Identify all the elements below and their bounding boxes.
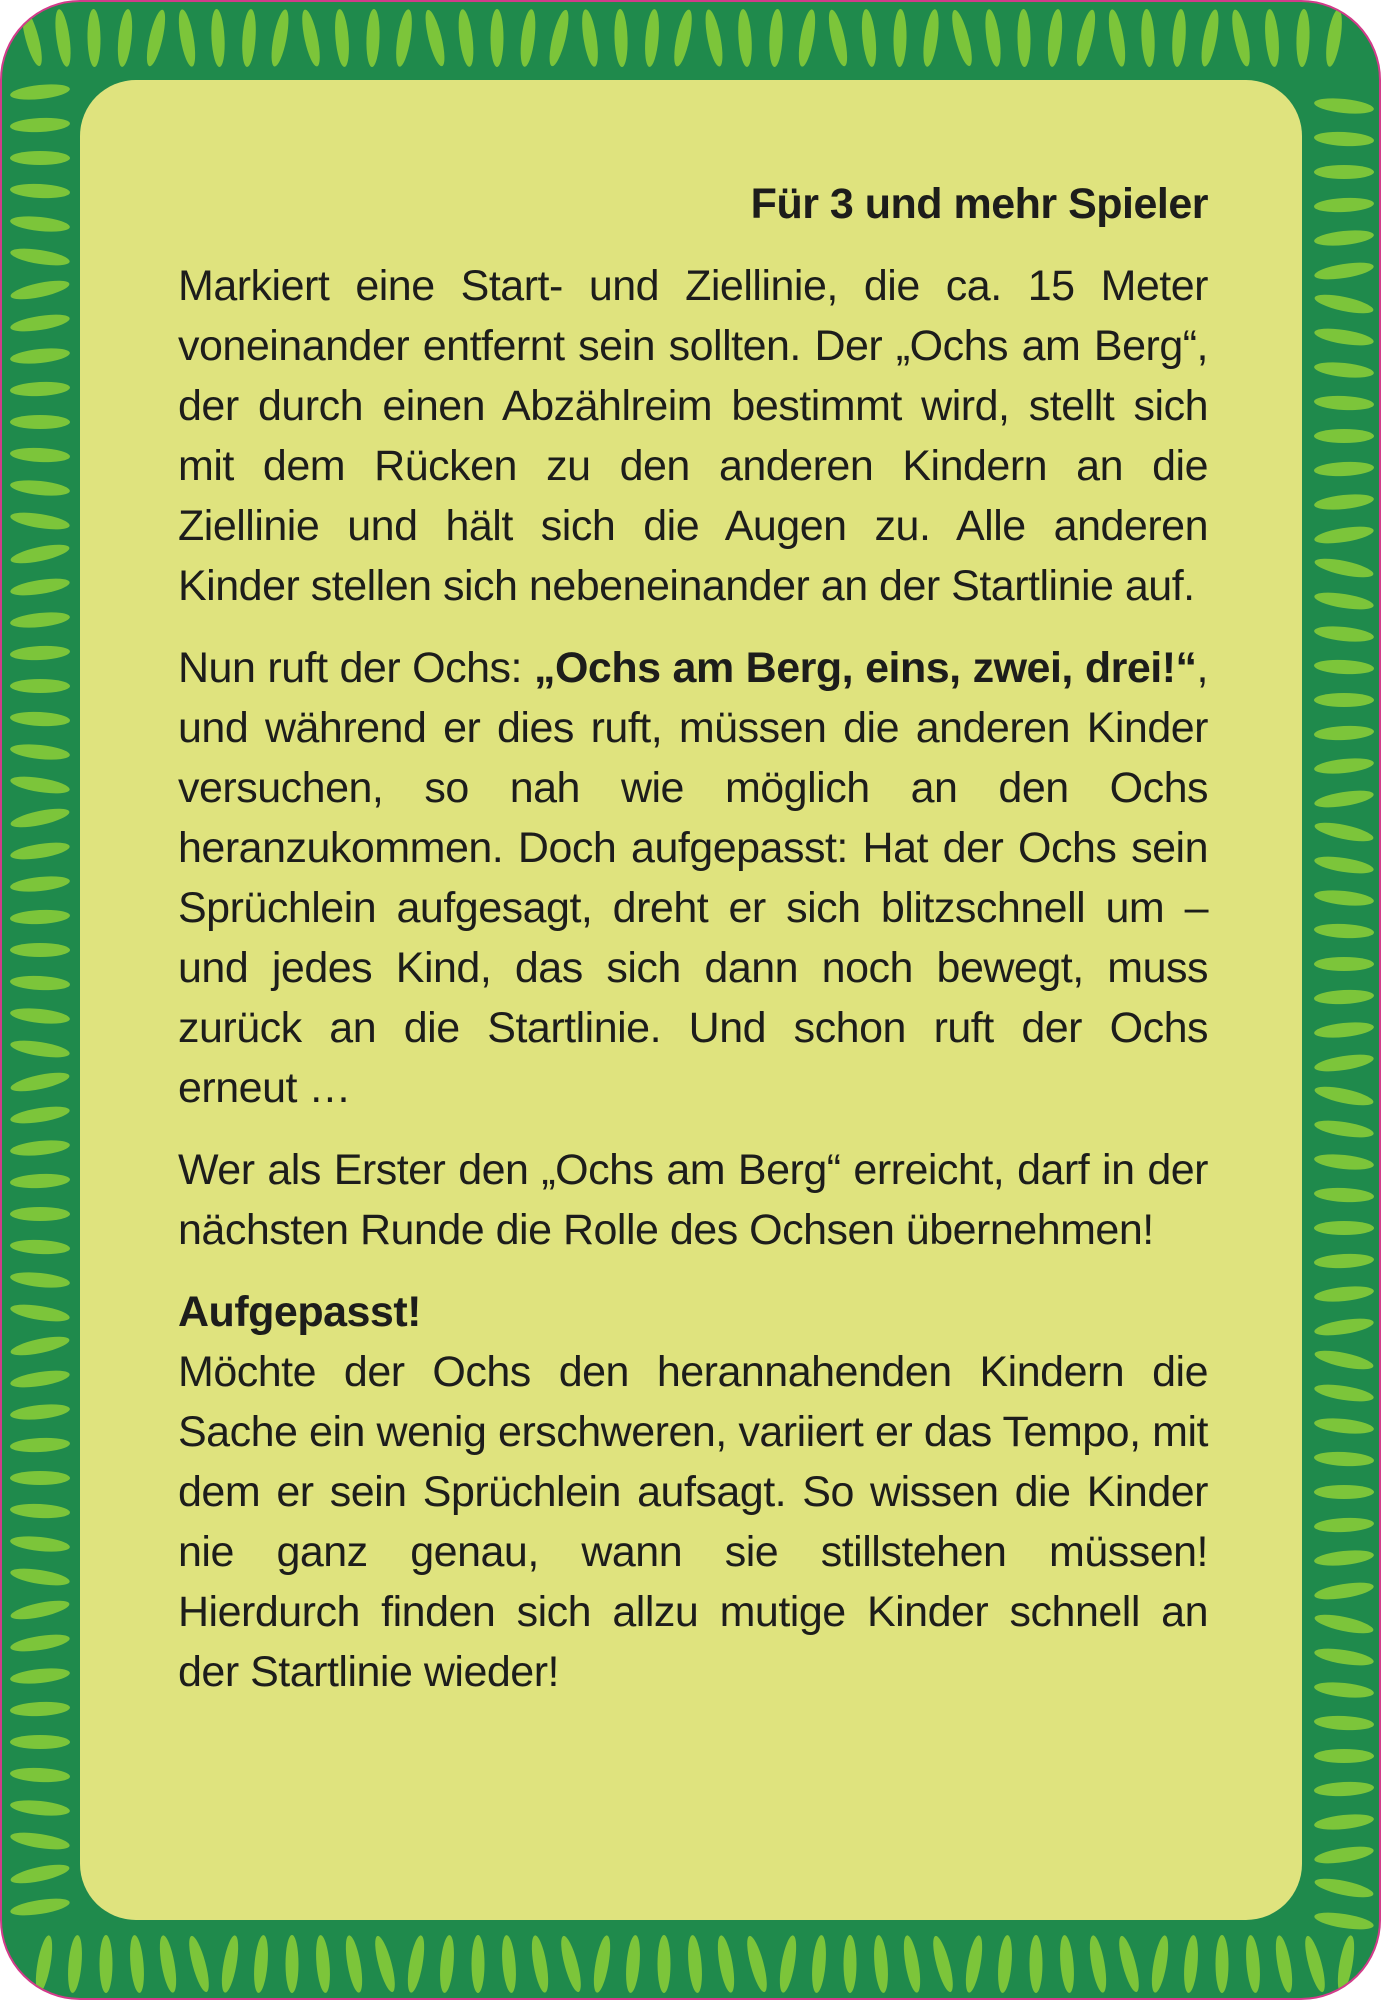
leaf-stroke: [9, 478, 70, 498]
gameplay-paragraph: [178, 638, 1208, 1118]
leaf-stroke: [9, 509, 70, 532]
leaf-stroke: [743, 1934, 771, 1993]
leaf-stroke: [9, 1798, 70, 1818]
leaf-stroke: [1314, 394, 1375, 411]
leaf-stroke: [921, 8, 942, 67]
leaf-stroke: [9, 277, 71, 303]
leaf-stroke: [1313, 787, 1374, 810]
leaf-stroke: [9, 773, 70, 796]
leaf-stroke: [10, 1700, 71, 1717]
leaf-stroke: [1313, 756, 1374, 776]
leaf-stroke: [9, 346, 70, 366]
leaf-stroke: [860, 8, 879, 67]
leaf-stroke: [9, 214, 70, 234]
leaf-stroke: [333, 9, 351, 68]
leaf-stroke: [1313, 1347, 1375, 1373]
leaf-stroke: [9, 1270, 70, 1290]
leaf-stroke: [1314, 1221, 1374, 1235]
leaf-stroke: [1313, 853, 1374, 876]
leaf-stroke: [9, 1006, 70, 1026]
leaf-stroke: [10, 380, 71, 397]
leaf-stroke: [1313, 360, 1374, 380]
leaf-stroke: [10, 1471, 70, 1485]
leaf-stroke: [10, 1766, 71, 1783]
leaf-stroke: [9, 1534, 70, 1554]
leaf-stroke: [983, 8, 1004, 67]
leaf-stroke: [948, 8, 976, 67]
leaf-stroke: [10, 116, 71, 133]
leaf-stroke: [1216, 1935, 1229, 1993]
leaf-stroke: [1017, 9, 1031, 67]
leaf-stroke: [1058, 1935, 1076, 1994]
leaf-stroke: [10, 1502, 71, 1519]
leaf-stroke: [1313, 624, 1374, 644]
leaf-stroke: [1046, 8, 1065, 67]
leaf-stroke: [252, 1935, 270, 1994]
leaf-stroke: [9, 1829, 70, 1852]
leaf-stroke: [405, 1934, 428, 1993]
leaf-stroke: [87, 9, 101, 67]
leaf-stroke: [9, 82, 70, 102]
leaf-stroke: [9, 1895, 70, 1918]
leaf-stroke: [1263, 9, 1281, 68]
leaf-stroke: [10, 151, 70, 165]
setup-paragraph: Markiert eine Start- und Ziellinie, die ca. 15 Meter voneinander entfernt sein sollten. Der „Ochs am Berg“, der durch einen Abzählreim bestimmt wird, stellt sich mit dem Rücken zu den anderen Kindern an die Ziellinie und hält sich die Augen zu. Alle anderen Kinder stellen sich nebeneinander an der Startlinie auf.: [178, 262, 1208, 610]
leaf-stroke: [1182, 1935, 1200, 1994]
leaf-stroke: [53, 8, 74, 67]
leaf-stroke: [1314, 130, 1375, 147]
instructions-text: [178, 174, 1208, 1724]
leaf-stroke: [491, 9, 504, 67]
leaf-stroke: [1313, 291, 1375, 317]
leaf-stroke: [1244, 1935, 1262, 1994]
leaf-stroke: [314, 1935, 332, 1994]
leaf-stroke: [1314, 1749, 1374, 1763]
leaf-stroke: [671, 8, 696, 67]
leaf-stroke: [10, 1436, 71, 1453]
tip-paragraph: Möchte der Ochs den herannahenden Kindern die Sache ein wenig erschweren, variiert er das Tempo, mit dem er sein Sprüchlein aufsagt. So wissen die Kinder nie ganz genau, wann sie stillstehen müssen! Hierdurch finden sich allzu mutige Kinder schnell an der Startlinie wieder!: [178, 1348, 1208, 1696]
leaf-stroke: [796, 8, 819, 67]
leaf-stroke: [643, 9, 661, 68]
leaf-stroke: [286, 1935, 299, 1993]
leaf-stroke: [9, 1333, 71, 1359]
leaf-stroke: [702, 8, 726, 67]
leaf-stroke: [1106, 8, 1129, 67]
leaf-stroke: [219, 1934, 242, 1993]
leaf-stroke: [10, 446, 71, 463]
leaf-stroke: [1314, 1186, 1375, 1203]
leaf-stroke: [1313, 1284, 1374, 1304]
leaf-stroke: [371, 1934, 399, 1993]
leaf-stroke: [1313, 1381, 1374, 1404]
leaf-stroke: [10, 644, 71, 661]
leaf-stroke: [1314, 957, 1374, 971]
leaf-stroke: [9, 1138, 70, 1158]
leaf-stroke: [268, 8, 292, 67]
leaf-stroke: [1313, 523, 1374, 546]
leaf-stroke: [1313, 888, 1374, 908]
leaf-stroke: [10, 974, 71, 991]
leaf-stroke: [9, 1402, 70, 1422]
leaf-stroke: [33, 1934, 56, 1993]
leaf-stroke: [1313, 819, 1375, 845]
leaf-stroke: [1314, 165, 1374, 179]
leaf-stroke: [116, 8, 135, 67]
leaf-stroke: [1313, 1680, 1374, 1700]
leaf-stroke: [1313, 1152, 1374, 1172]
leaf-stroke: [9, 575, 70, 598]
leaf-stroke: [66, 1935, 84, 1994]
leaf-stroke: [579, 8, 601, 67]
leaf-stroke: [1314, 1516, 1375, 1533]
leaf-stroke: [1314, 1780, 1375, 1797]
leaf-stroke: [9, 245, 70, 268]
leaf-stroke: [1313, 1548, 1374, 1568]
leaf-stroke: [9, 541, 71, 567]
leaf-stroke: [1314, 988, 1375, 1005]
leaf-stroke: [1313, 1645, 1374, 1668]
leaf-stroke: [9, 311, 70, 334]
leaf-stroke: [9, 1861, 71, 1887]
leaf-stroke: [1313, 1051, 1374, 1074]
leaf-stroke: [1314, 1252, 1375, 1269]
leaf-stroke: [893, 9, 907, 67]
leaf-stroke: [1314, 922, 1375, 939]
player-count-heading: Für 3 und mehr Spieler: [750, 180, 1208, 228]
leaf-stroke: [10, 182, 71, 199]
leaf-stroke: [128, 1935, 146, 1994]
leaf-stroke: [10, 908, 71, 925]
leaf-stroke: [9, 1666, 70, 1686]
leaf-stroke: [456, 8, 476, 67]
gameplay-rest: , und während er dies ruft, müssen die anderen Kinder versuchen, so nah wie möglich an den Ochs heranzukommen. Doch aufgepasst: Hat der Ochs sein Sprüchlein aufgesagt, dreht er sich blitzschnell um – und jedes Kind, das sich dann noch bewegt, muss zurück an die Startlinie. Und schon ruft der Ochs erneut …: [178, 644, 1208, 1112]
leaf-stroke: [157, 1934, 180, 1993]
leaf-stroke: [1314, 658, 1375, 675]
leaf-stroke: [18, 8, 46, 67]
leaf-stroke: [143, 8, 169, 67]
leaf-stroke: [1314, 1714, 1375, 1731]
leaf-stroke: [1314, 196, 1375, 213]
leaf-stroke: [9, 1597, 71, 1623]
ochs-call: „Ochs am Berg, eins, zwei, drei!“: [533, 644, 1197, 692]
leaf-stroke: [9, 1301, 70, 1324]
gameplay-intro: Nun ruft der Ochs:: [178, 644, 534, 692]
leaf-stroke: [1198, 8, 1222, 67]
leaf-stroke: [1149, 1934, 1172, 1993]
leaf-stroke: [1313, 555, 1375, 581]
leaf-stroke: [1323, 8, 1345, 67]
leaf-stroke: [1313, 1611, 1375, 1637]
leaf-stroke: [9, 610, 70, 630]
leaf-stroke: [365, 9, 380, 67]
leaf-stroke: [10, 710, 71, 727]
leaf-stroke: [1313, 1020, 1374, 1040]
leaf-stroke: [1335, 1934, 1358, 1993]
leaf-stroke: [1229, 8, 1254, 67]
leaf-stroke: [10, 1735, 70, 1749]
leaf-stroke: [9, 805, 71, 831]
leaf-stroke: [613, 9, 628, 67]
leaf-stroke: [1115, 1934, 1143, 1993]
leaf-stroke: [240, 9, 257, 68]
leaf-stroke: [176, 8, 199, 67]
winner-paragraph: Wer als Erster den „Ochs am Berg“ erreicht, darf in der nächsten Runde die Rolle des Ochsen übernehmen!: [178, 1146, 1208, 1254]
leaf-stroke: [1314, 1450, 1375, 1467]
leaf-stroke: [9, 1037, 70, 1060]
leaf-stroke: [1313, 589, 1374, 612]
leaf-stroke: [1314, 460, 1375, 477]
leaf-stroke: [1273, 1934, 1296, 1993]
leaf-stroke: [825, 8, 851, 67]
leaf-stroke: [1313, 1083, 1375, 1109]
leaf-stroke: [1087, 1934, 1110, 1993]
leaf-stroke: [393, 8, 415, 67]
leaf-stroke: [1313, 325, 1374, 348]
leaf-stroke: [1313, 1843, 1374, 1866]
leaf-stroke: [422, 8, 449, 67]
leaf-stroke: [872, 1935, 890, 1994]
leaf-stroke: [1140, 9, 1156, 68]
leaf-stroke: [472, 1935, 485, 1993]
leaf-stroke: [1313, 259, 1374, 282]
leaf-stroke: [736, 9, 753, 68]
leaf-stroke: [9, 1367, 70, 1390]
leaf-stroke: [518, 8, 538, 67]
leaf-stroke: [768, 9, 784, 68]
leaf-stroke: [963, 1934, 986, 1993]
leaf-stroke: [10, 1172, 71, 1189]
leaf-stroke: [1313, 1579, 1374, 1602]
leaf-stroke: [1301, 1934, 1329, 1993]
leaf-stroke: [658, 1935, 671, 1993]
leaf-stroke: [777, 1934, 800, 1993]
leaf-stroke: [1313, 1315, 1374, 1338]
leaf-stroke: [9, 1631, 70, 1654]
leaf-stroke: [1314, 693, 1374, 707]
leaf-stroke: [591, 1934, 614, 1993]
leaf-stroke: [10, 943, 70, 957]
leaf-stroke: [1313, 1416, 1374, 1436]
leaf-stroke: [9, 1103, 70, 1126]
leaf-stroke: [299, 8, 324, 67]
leaf-stroke: [1313, 492, 1374, 512]
leaf-stroke: [624, 1935, 642, 1994]
leaf-stroke: [1313, 1117, 1374, 1140]
leaf-stroke: [529, 1934, 552, 1993]
leaf-stroke: [210, 9, 226, 68]
leaf-stroke: [9, 1069, 71, 1095]
leaf-stroke: [715, 1934, 738, 1993]
leaf-stroke: [546, 8, 573, 67]
leaf-stroke: [901, 1934, 924, 1993]
leaf-stroke: [9, 742, 70, 762]
leaf-stroke: [1030, 1935, 1043, 1993]
leaf-stroke: [1313, 96, 1374, 116]
leaf-stroke: [1073, 8, 1099, 67]
leaf-stroke: [1314, 1485, 1374, 1499]
leaf-stroke: [1314, 724, 1375, 741]
leaf-stroke: [1314, 429, 1374, 443]
leaf-stroke: [1313, 1812, 1374, 1832]
leaf-stroke: [929, 1934, 957, 1993]
leaf-stroke: [844, 1935, 857, 1993]
leaf-stroke: [996, 1935, 1014, 1994]
leaf-stroke: [9, 874, 70, 894]
leaf-stroke: [343, 1934, 366, 1993]
leaf-stroke: [185, 1934, 213, 1993]
leaf-stroke: [1295, 9, 1310, 67]
leaf-stroke: [1313, 1875, 1375, 1901]
leaf-stroke: [100, 1935, 113, 1993]
leaf-stroke: [1313, 1909, 1374, 1932]
leaf-stroke: [9, 1565, 70, 1588]
leaf-stroke: [10, 679, 70, 693]
leaf-stroke: [500, 1935, 518, 1994]
leaf-stroke: [10, 1207, 70, 1221]
tip-heading: Aufgepasst!: [178, 1288, 421, 1336]
leaf-stroke: [10, 415, 70, 429]
leaf-stroke: [9, 839, 70, 862]
leaf-stroke: [438, 1935, 456, 1994]
leaf-stroke: [810, 1935, 828, 1994]
leaf-stroke: [10, 1238, 71, 1255]
leaf-stroke: [1170, 9, 1187, 68]
leaf-stroke: [1313, 228, 1374, 248]
leaf-stroke: [557, 1934, 585, 1993]
leaf-stroke: [686, 1935, 704, 1994]
